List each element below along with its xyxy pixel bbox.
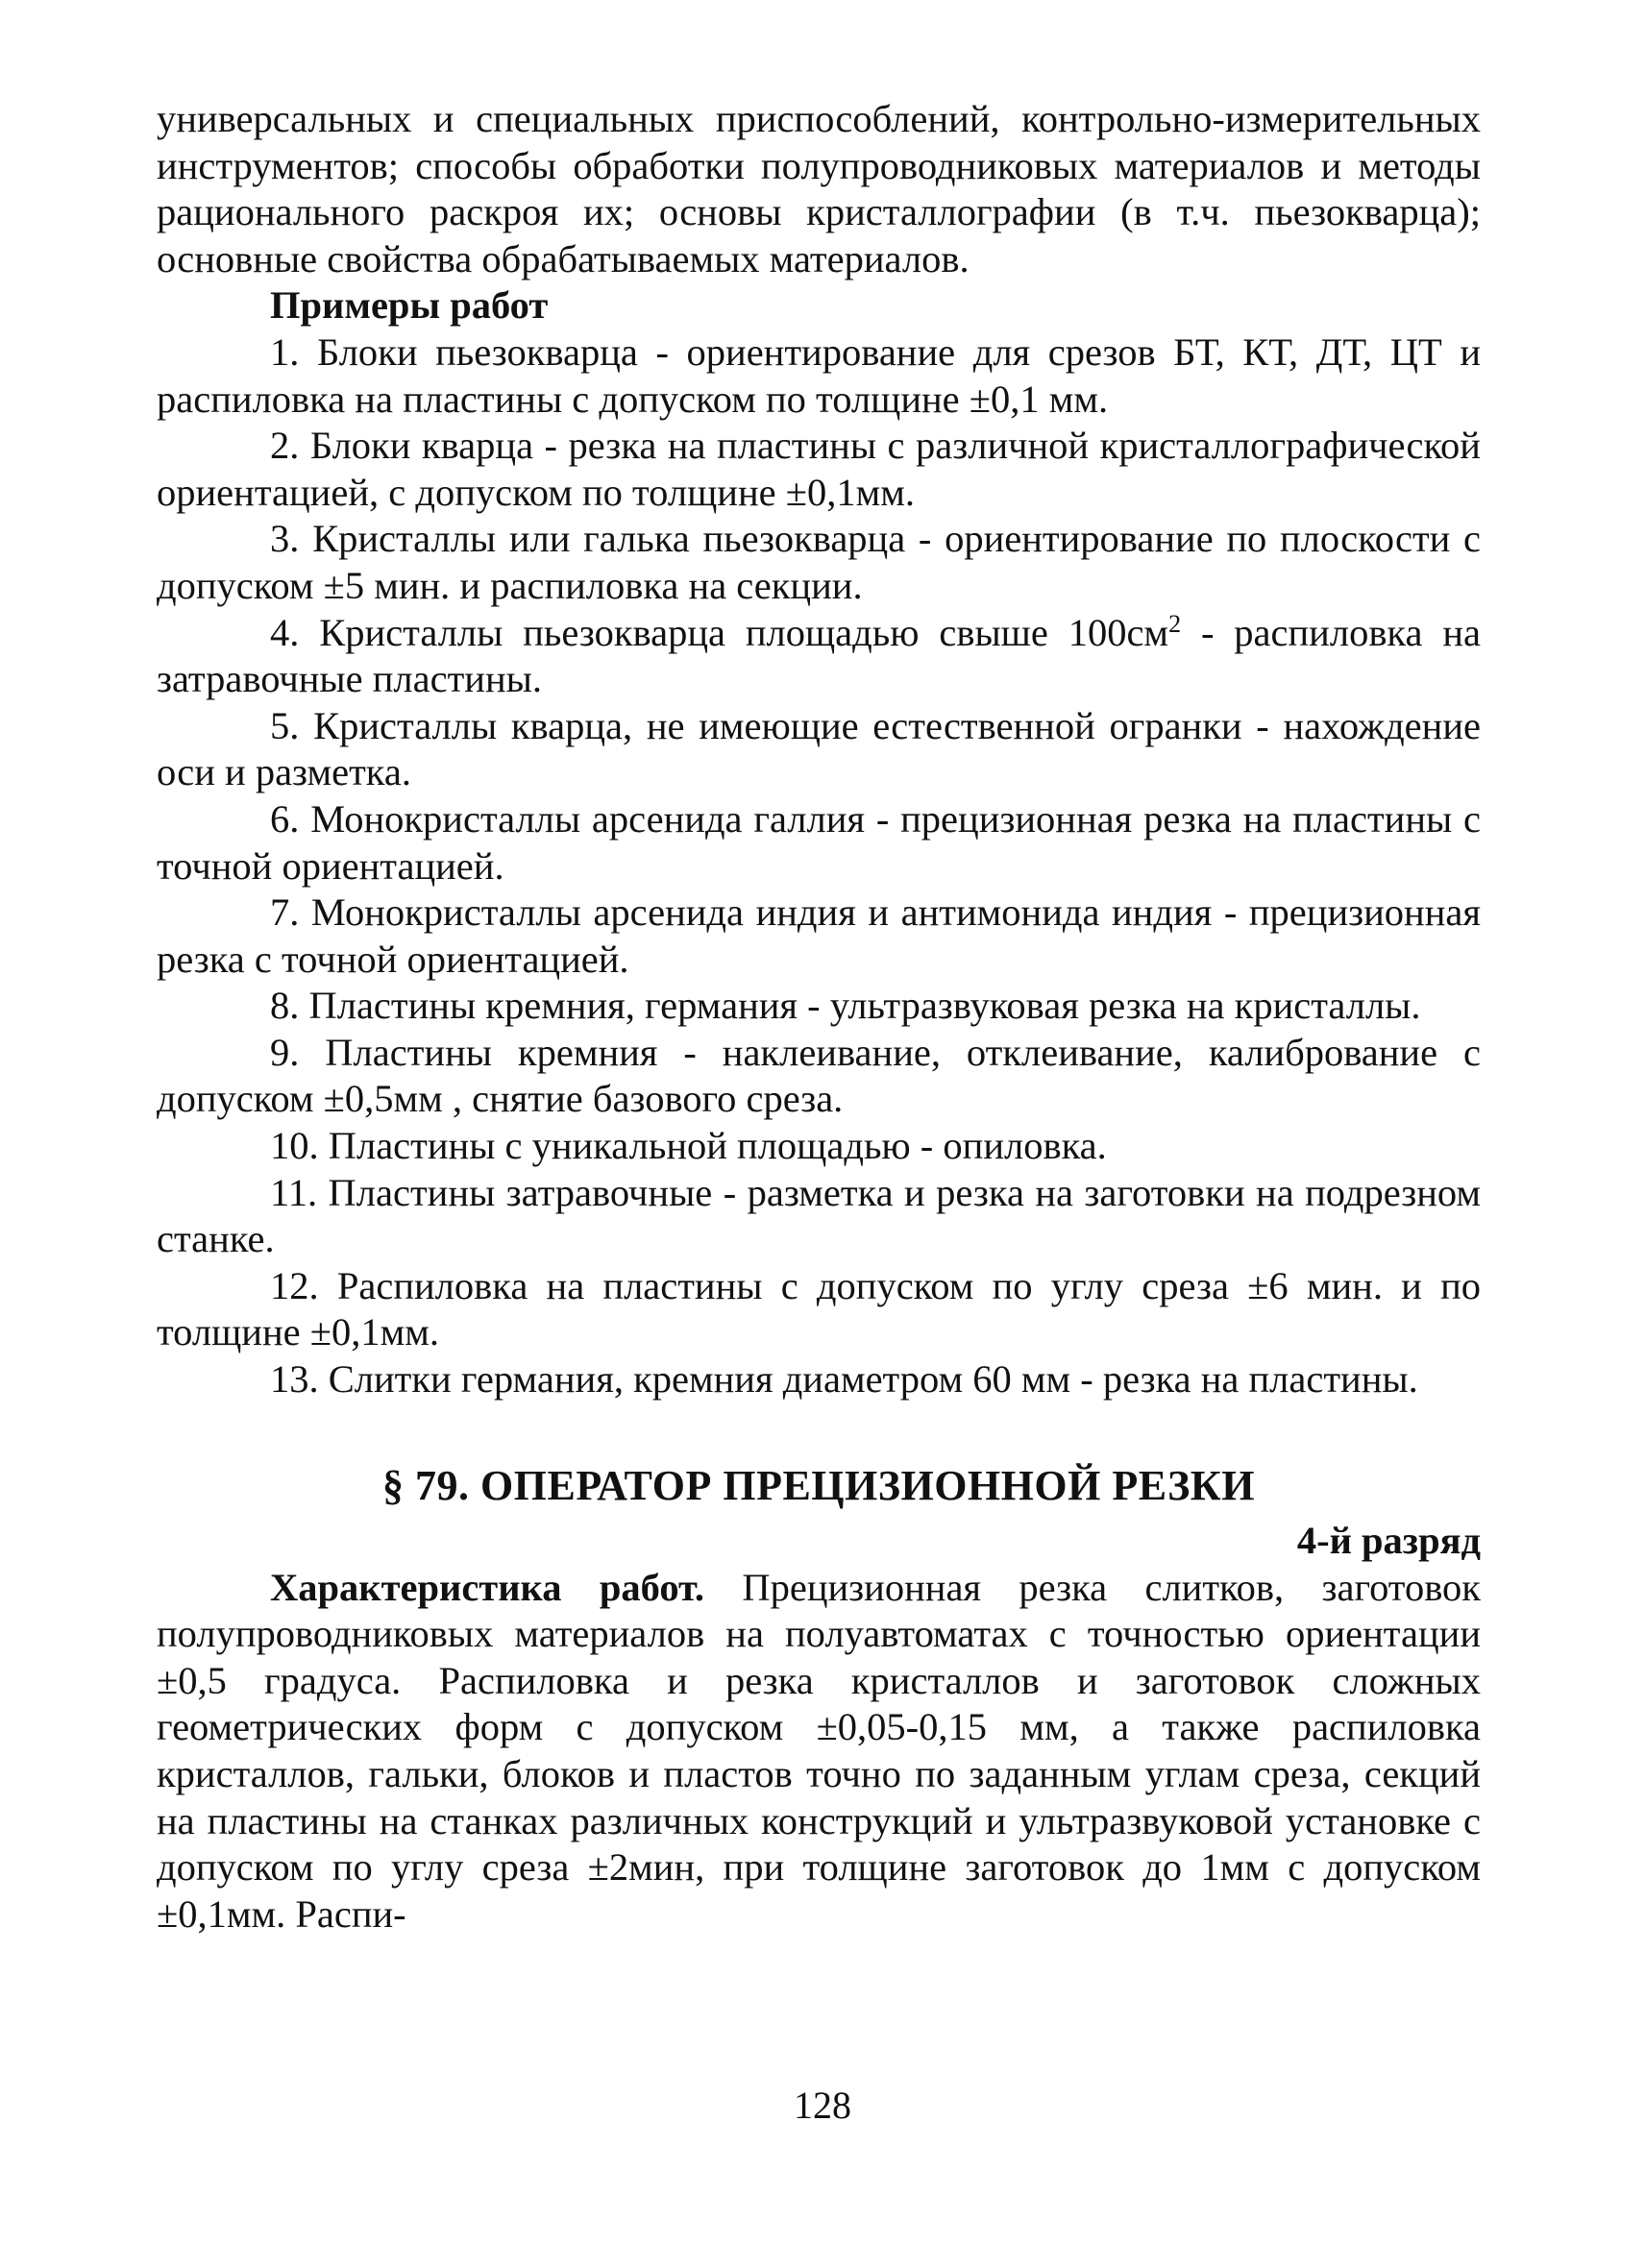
grade-label: 4-й разряд bbox=[1296, 1518, 1481, 1562]
examples-heading: Примеры работ bbox=[270, 283, 549, 328]
list-item: 1. Блоки пьезокварца - ориентирование для срезов БТ, КТ, ДТ, ЦТ и распиловка на пластины с допуском по толщине ±0,1 мм. bbox=[157, 329, 1481, 421]
page-content bbox=[157, 96, 1481, 1938]
characteristics-text: Прецизионная резка слитков, заготовок полупроводниковых материалов на полуавтоматах с точностью ориентации ±0,5 градуса. Распиловка и резка кристаллов и заготовок сложных геометрических форм с допуском ±0,05-0,15 мм, а также распиловка кристаллов, гальки, блоков и пластов точно по заданным углам среза, секций на пластины на станках различных конструкций и ультразвуковой установке с допуском по углу среза ±2мин, при толщине заготовок до 1мм с допуском ±0,1мм. Распи- bbox=[157, 1565, 1481, 1936]
characteristics-paragraph bbox=[157, 1565, 1481, 1939]
list-item: 5. Кристаллы кварца, не имеющие естественной огранки - нахождение оси и разметка. bbox=[157, 703, 1481, 794]
list-item-4-after: - распиловка на затравочные пластины. bbox=[157, 610, 1482, 701]
list-item: 6. Монокристаллы арсенида галлия - прецизионная резка на пластины с точной ориентацией. bbox=[157, 796, 1481, 888]
intro-paragraph: универсальных и специальных приспособлений, контрольно-измерительных инструментов; способы обработки полупроводниковых материалов и методы рационального раскроя их; основы кристаллографии (в т.ч. пьезокварца); основные свойства обрабатываемых материалов. bbox=[157, 97, 1481, 280]
list-item-4-before: 4. Кристаллы пьезокварца площадью свыше 100см bbox=[270, 610, 1169, 654]
list-item: 9. Пластины кремния - наклеивание, отклеивание, калибрование с допуском ±0,5мм , снятие базового среза. bbox=[157, 1030, 1481, 1121]
list-item: 13. Слитки германия, кремния диаметром 60 мм - резка на пластины. bbox=[270, 1357, 1418, 1402]
body-text bbox=[157, 96, 1481, 1938]
list-item: 2. Блоки кварца - резка на пластины с различной кристаллографической ориентацией, с допуском по толщине ±0,1мм. bbox=[157, 424, 1481, 514]
list-item: 3. Кристаллы или галька пьезокварца - ориентирование по плоскости с допуском ±5 мин. и распиловка на секции. bbox=[157, 517, 1481, 607]
list-item: 12. Распиловка на пластины с допуском по углу среза ±6 мин. и по толщине ±0,1мм. bbox=[157, 1263, 1481, 1354]
list-item: 7. Монокристаллы арсенида индия и антимонида индия - прецизионная резка с точной ориентацией. bbox=[157, 890, 1481, 981]
section-title: § 79. ОПЕРАТОР ПРЕЦИЗИОННОЙ РЕЗКИ bbox=[382, 1461, 1255, 1509]
list-item: 10. Пластины с уникальной площадью - опиловка. bbox=[270, 1124, 1107, 1168]
list-item-4 bbox=[157, 610, 1481, 703]
characteristics-lead: Характеристика работ. bbox=[270, 1565, 705, 1609]
list-item: 8. Пластины кремния, германия - ультразвуковая резка на кристаллы. bbox=[270, 984, 1421, 1028]
page-number: 128 bbox=[794, 2084, 851, 2127]
list-item: 11. Пластины затравочные - разметка и резка на заготовки на подрезном станке. bbox=[157, 1170, 1481, 1261]
superscript: 2 bbox=[1168, 609, 1182, 638]
